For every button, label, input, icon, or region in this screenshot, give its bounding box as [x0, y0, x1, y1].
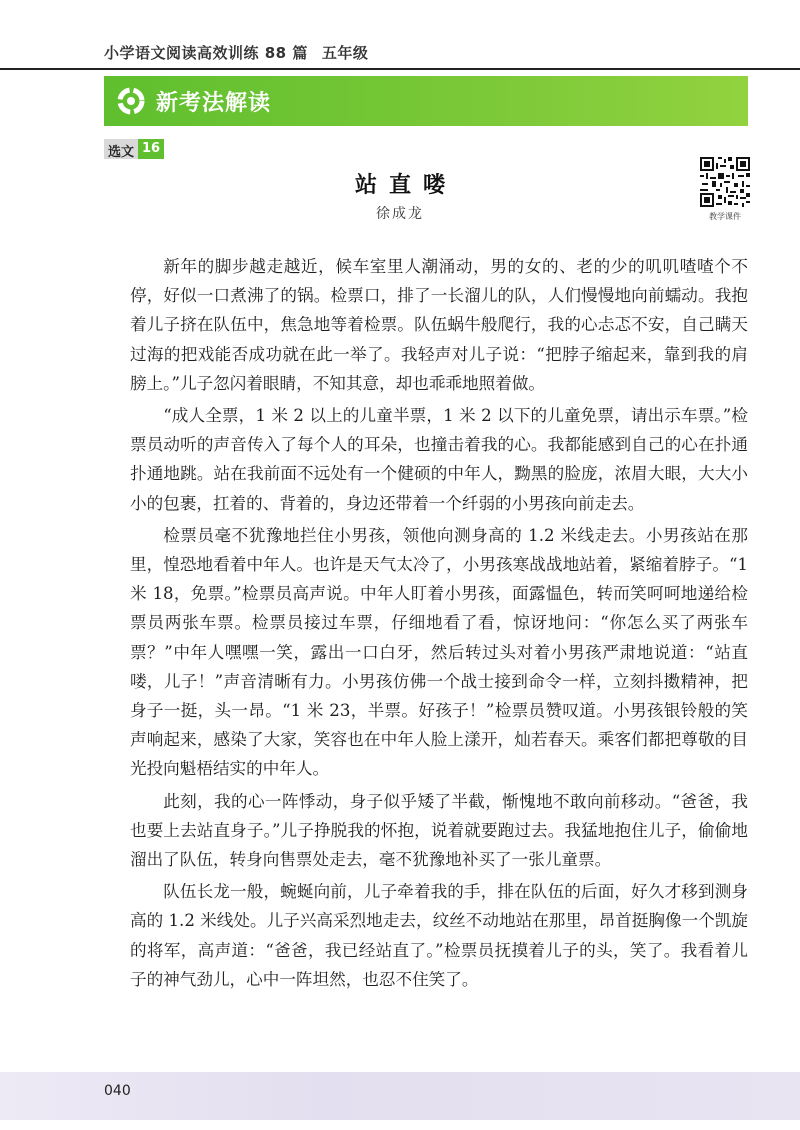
- paragraph: 此刻，我的心一阵悸动，身子似乎矮了半截，惭愧地不敢向前移动。“爸爸，我也要上去站直身子。”儿子挣脱我的怀抱，说着就要跑过去。我猛地抱住儿子，偷偷地溜出了队伍，转身向售票处走去，毫不犹豫地补买了一张儿童票。: [130, 791, 748, 870]
- book-title-text: 小学语文阅读高效训练 88 篇: [104, 44, 308, 62]
- section-title: 新考法解读: [156, 90, 272, 116]
- article-author: 徐成龙: [376, 206, 424, 222]
- qr-caption: 教学课件: [709, 212, 741, 221]
- paragraph: “成人全票，1 米 2 以上的儿童半票，1 米 2 以下的儿童免票，请出示车票。”检票员动听的声音传入了每个人的耳朵，也撞击着我的心。我都能感到自己的心在扑通扑通地跳。站在我前面不远处有一个健硕的中年人，黝黑的脸庞，浓眉大眼，大大小小的包裹，扛着的、背着的，身边还带着一个纤弱的小男孩向前走去。: [130, 406, 748, 513]
- article-tag-label: 选文: [104, 139, 138, 159]
- running-header: [0, 30, 800, 70]
- page-number: 040: [104, 1083, 131, 1099]
- qr-code-block[interactable]: [698, 155, 752, 222]
- article-title: 站直喽: [354, 172, 457, 198]
- qr-code-icon[interactable]: [698, 155, 752, 209]
- recycle-leaf-icon: [116, 86, 146, 116]
- grade-label: 五年级: [321, 44, 369, 62]
- article-tag-number: 16: [138, 139, 164, 159]
- paragraph: 检票员毫不犹豫地拦住小男孩，领他向测身高的 1.2 米线走去。小男孩站在那里，惶恐地看着中年人。也许是天气太冷了，小男孩寒战战地站着，紧缩着脖子。“1 米 18，免票。”检票员高声说。中年人盯着小男孩，面露愠色，转而笑呵呵地递给检票员两张车票。检票员接过车票，仔细地看了看，惊讶地问：“你怎么买了两张车票？”中年人嘿嘿一笑，露出一口白牙，然后转过头对着小男孩严肃地说道：“站直喽，儿子！”声音清晰有力。小男孩仿佛一个战士接到命令一样，立刻抖擞精神，把身子一挺，头一昂。“1 米 23，半票。好孩子！”检票员赞叹道。小男孩银铃般的笑声响起来，感染了大家，笑容也在中年人脸上漾开，灿若春天。乘客们都把尊敬的目光投向魁梧结实的中年人。: [130, 525, 748, 779]
- book-title: [104, 42, 368, 63]
- section-banner: [104, 76, 748, 126]
- paragraph: 队伍长龙一般，蜿蜒向前，儿子牵着我的手，排在队伍的后面，好久才移到测身高的 1.2 米线处。儿子兴高采烈地走去，纹丝不动地站在那里，昂首挺胸像一个凯旋的将军，高声道：“爸爸，我已经站直了。”检票员抚摸着儿子的头，笑了。我看着儿子的神气劲儿，心中一阵坦然，也忍不住笑了。: [130, 882, 748, 989]
- article-tag: [104, 139, 164, 159]
- article-body: [130, 252, 748, 997]
- paragraph: 新年的脚步越走越近，候车室里人潮涌动，男的女的、老的少的叽叽喳喳个不停，好似一口煮沸了的锅。检票口，排了一长溜儿的队，人们慢慢地向前蠕动。我抱着儿子挤在队伍中，焦急地等着检票。队伍蜗牛般爬行，我的心忐忑不安，自己瞒天过海的把戏能否成功就在此一举了。我轻声对儿子说：“把脖子缩起来，靠到我的肩膀上。”儿子忽闪着眼睛，不知其意，却也乖乖地照着做。: [130, 257, 748, 393]
